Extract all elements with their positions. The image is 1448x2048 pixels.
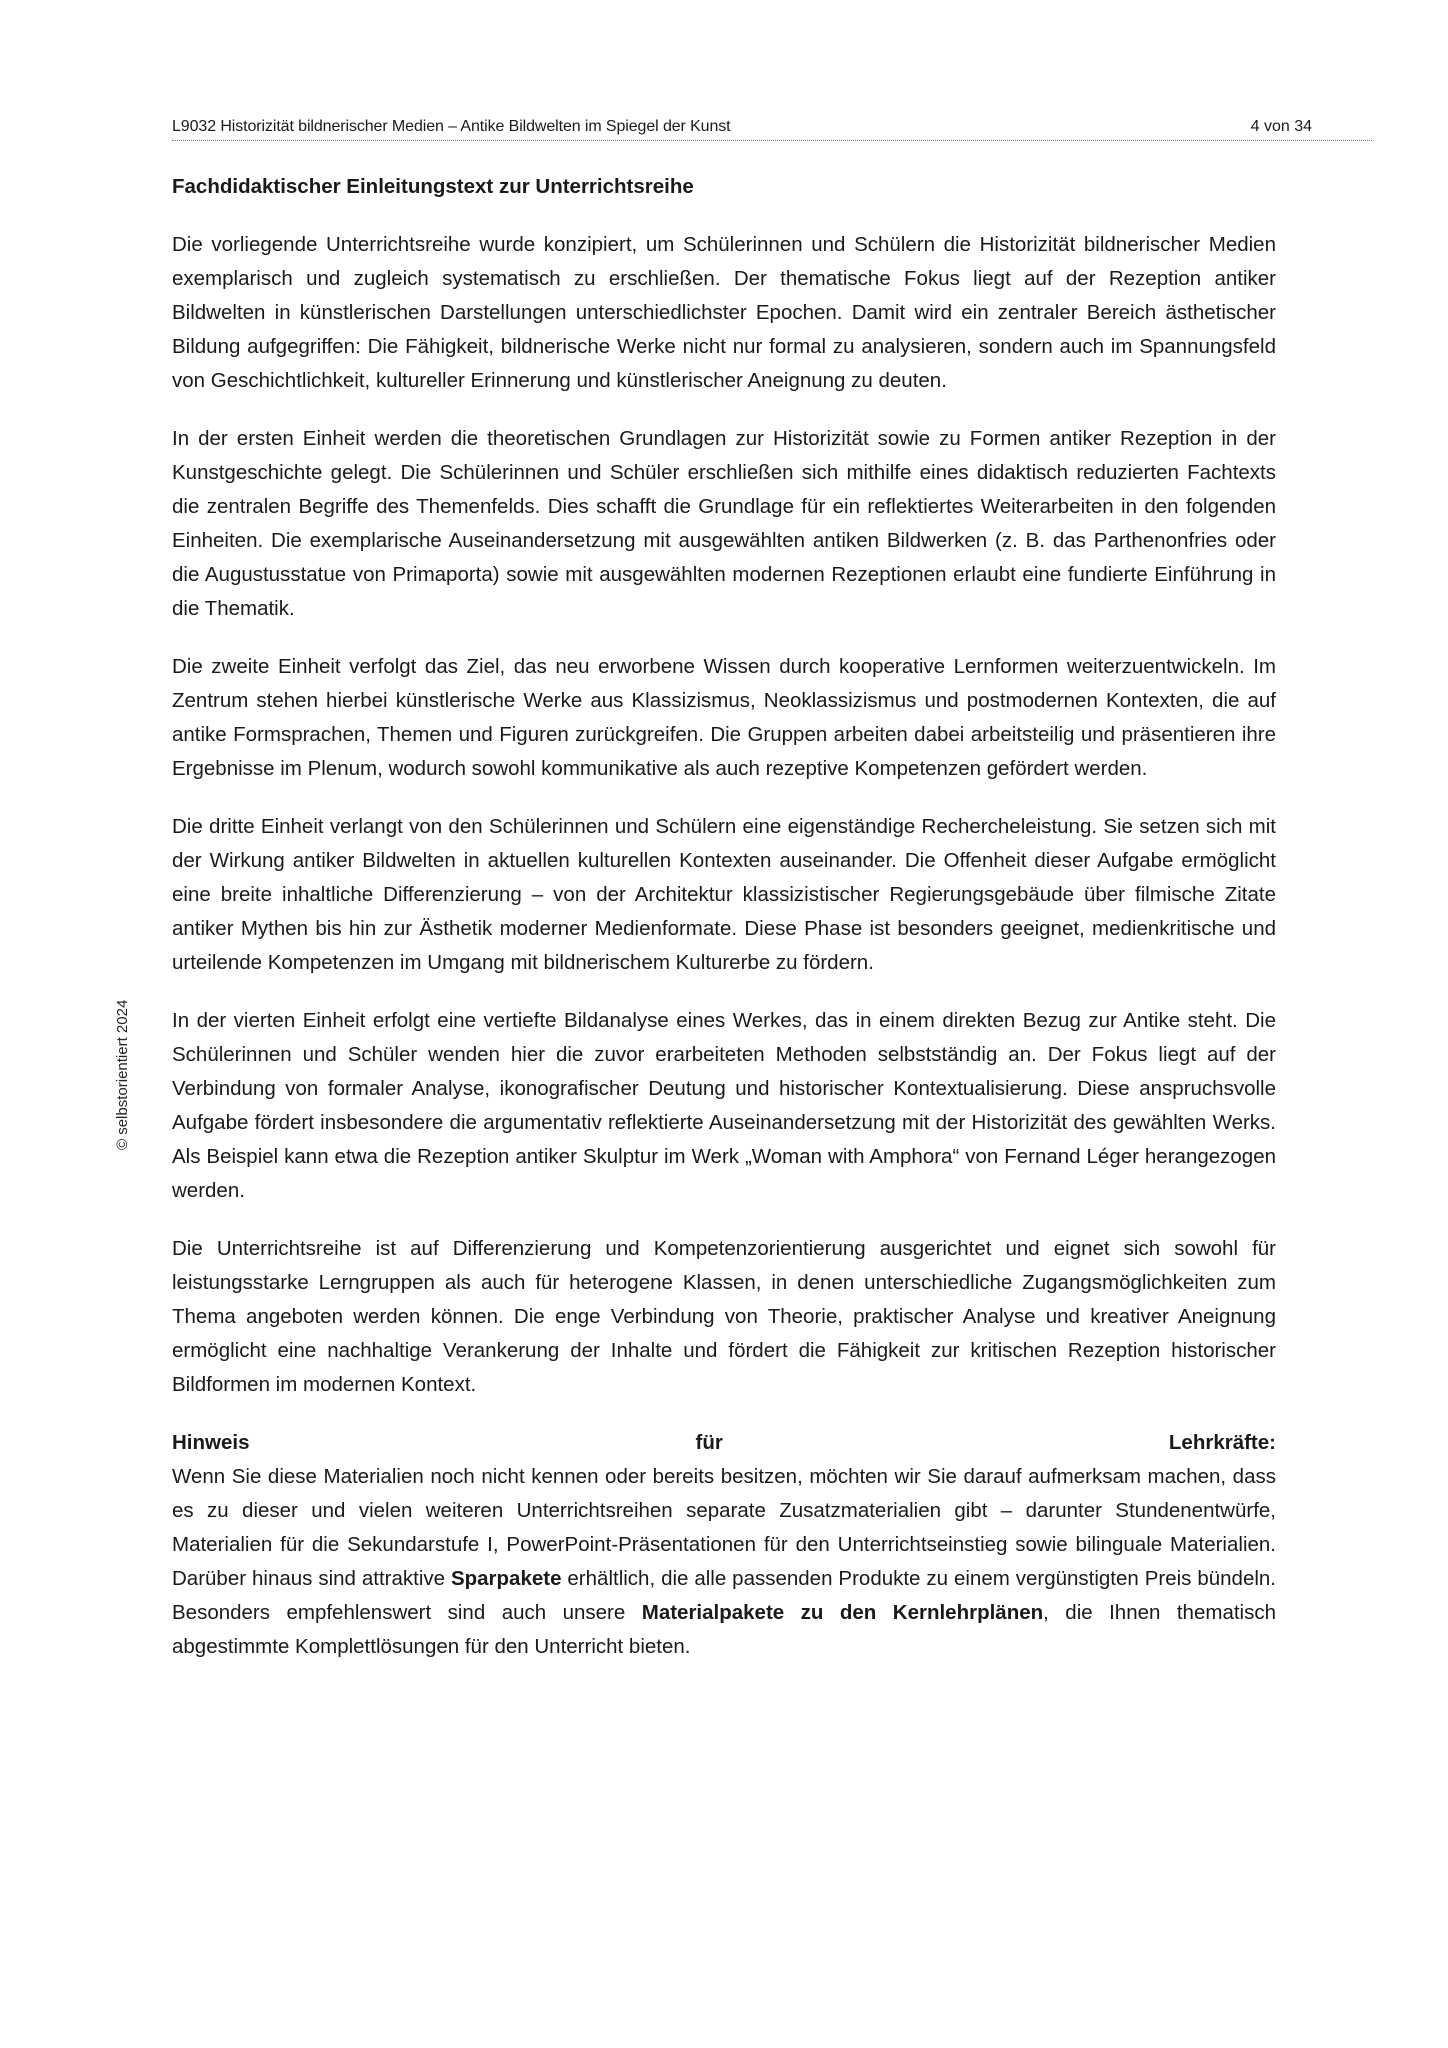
page-header <box>172 114 1372 141</box>
document-body <box>172 170 1276 1688</box>
hint-title-word: Lehrkräfte: <box>1168 1431 1276 1454</box>
copyright-note: © selbstorientiert 2024 <box>114 999 131 1150</box>
hint-title-word: für <box>695 1431 723 1454</box>
hint-bold-curriculum-packages: Materialpakete zu den Kernlehrplänen <box>641 1601 1044 1624</box>
paragraph-unit-4: In der vierten Einheit erfolgt eine vertiefte Bildanalyse eines Werkes, das in einem direkten Bezug zur Antike steht. Die Schülerinnen und Schüler wenden hier die zuvor erarbeiteten Methoden selbstständig an. Der Fokus liegt auf der Verbindung von formaler Analyse, ikonografischer Deutung und historischer Kontextualisierung. Diese anspruchsvolle Aufgabe fördert insbesondere die argumentativ reflektierte Auseinandersetzung mit der Historizität des gewählten Werks. Als Beispiel kann etwa die Rezeption antiker Skulptur im Werk „Woman with Amphora“ von Fernand Léger herangezogen werden. <box>172 1009 1276 1202</box>
hint-title-word: Hinweis <box>172 1431 250 1454</box>
section-heading: Fachdidaktischer Einleitungstext zur Unterrichtsreihe <box>172 175 694 198</box>
teacher-hint-text <box>172 1460 1276 1664</box>
document-title: L9032 Historizität bildnerischer Medien – Antike Bildwelten im Spiegel der Kunst <box>172 118 731 135</box>
hint-text-part: Wenn Sie diese Materialien noch nicht kennen oder bereits besitzen, möchten wir Sie darauf aufmerksam machen, dass es zu dieser und vielen weiteren Unterrichtsreihen separate Zusatzmaterialien gibt – darunter Stundenentwürfe, Materialien für die Sekundarstufe I, PowerPoint-Präsentationen für den Unterrichtseinstieg sowie bilinguale Materialien. Darüber hinaus sind attraktive <box>172 1465 1276 1590</box>
paragraph-unit-2: Die zweite Einheit verfolgt das Ziel, das neu erworbene Wissen durch kooperative Lernformen weiterzuentwickeln. Im Zentrum stehen hierbei künstlerische Werke aus Klassizismus, Neoklassizismus und postmodernen Kontexten, die auf antike Formsprachen, Themen und Figuren zurückgreifen. Die Gruppen arbeiten dabei arbeitsteilig und präsentieren ihre Ergebnisse im Plenum, wodurch sowohl kommunikative als auch rezeptive Kompetenzen gefördert werden. <box>172 655 1276 780</box>
hint-text-part: erhältlich, die alle passenden Produkte zu einem vergünstigten Preis bündeln. Besonders empfehlenswert sind auch unsere <box>172 1567 1277 1624</box>
hint-text-part: , die Ihnen thematisch abgestimmte Komplettlösungen für den Unterricht bieten. <box>172 1601 1276 1658</box>
teacher-hint-title <box>172 1426 1276 1460</box>
paragraph-unit-1: In der ersten Einheit werden die theoretischen Grundlagen zur Historizität sowie zu Formen antiker Rezeption in der Kunstgeschichte gelegt. Die Schülerinnen und Schüler erschließen sich mithilfe eines didaktisch reduzierten Fachtexts die zentralen Begriffe des Themenfelds. Dies schafft die Grundlage für ein reflektiertes Weiterarbeiten in den folgenden Einheiten. Die exemplarische Auseinandersetzung mit ausgewählten antiken Bildwerken (z. B. das Parthenonfries oder die Augustusstatue von Primaporta) sowie mit ausgewählten modernen Rezeptionen erlaubt eine fundierte Einführung in die Thematik. <box>172 427 1276 620</box>
paragraph-unit-3: Die dritte Einheit verlangt von den Schülerinnen und Schülern eine eigenständige Rechercheleistung. Sie setzen sich mit der Wirkung antiker Bildwelten in aktuellen kulturellen Kontexten auseinander. Die Offenheit dieser Aufgabe ermöglicht eine breite inhaltliche Differenzierung – von der Architektur klassizistischer Regierungsgebäude über filmische Zitate antiker Mythen bis hin zur Ästhetik moderner Medienformate. Diese Phase ist besonders geeignet, medienkritische und urteilende Kompetenzen im Umgang mit bildnerischem Kulturerbe zu fördern. <box>172 815 1276 974</box>
paragraph-summary: Die Unterrichtsreihe ist auf Differenzierung und Kompetenzorientierung ausgerichtet und eignet sich sowohl für leistungsstarke Lerngruppen als auch für heterogene Klassen, in denen unterschiedliche Zugangsmöglichkeiten zum Thema angeboten werden können. Die enge Verbindung von Theorie, praktischer Analyse und kreativer Aneignung ermöglicht eine nachhaltige Verankerung der Inhalte und fördert die Fähigkeit zur kritischen Rezeption historischer Bildformen im modernen Kontext. <box>172 1237 1276 1396</box>
hint-bold-savings-packages: Sparpakete <box>450 1567 562 1590</box>
paragraph-intro: Die vorliegende Unterrichtsreihe wurde konzipiert, um Schülerinnen und Schülern die Historizität bildnerischer Medien exemplarisch und zugleich systematisch zu erschließen. Der thematische Fokus liegt auf der Rezeption antiker Bildwelten in künstlerischen Darstellungen unterschiedlichster Epochen. Damit wird ein zentraler Bereich ästhetischer Bildung aufgegriffen: Die Fähigkeit, bildnerische Werke nicht nur formal zu analysieren, sondern auch im Spannungsfeld von Geschichtlichkeit, kultureller Erinnerung und künstlerischer Aneignung zu deuten. <box>172 233 1276 392</box>
page-number: 4 von 34 <box>1250 118 1312 135</box>
